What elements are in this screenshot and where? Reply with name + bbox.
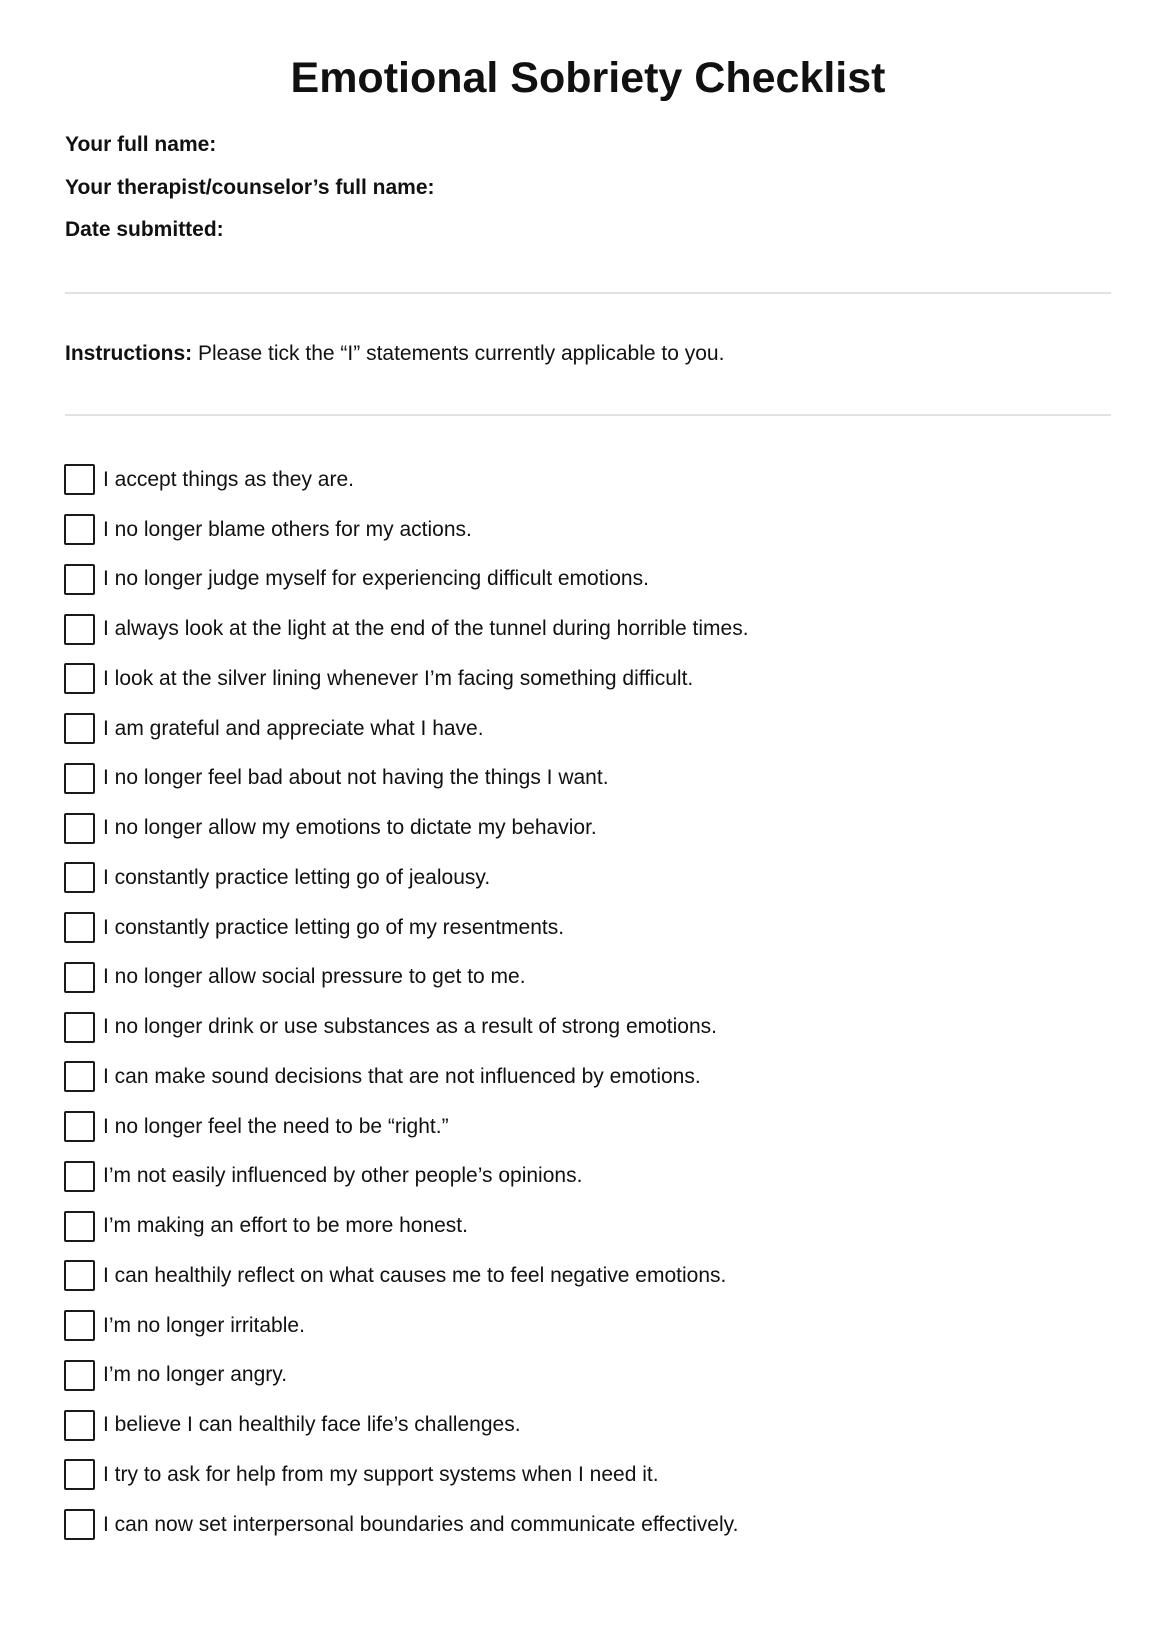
checklist-item: [64, 953, 749, 1003]
checklist-item: [64, 505, 749, 555]
checklist-item-label: I’m no longer angry.: [103, 1363, 288, 1387]
divider-bottom: [65, 414, 1111, 416]
respondent-fields: [65, 133, 435, 261]
checklist-item-label: I can healthily reflect on what causes me to feel negative emotions.: [103, 1263, 727, 1287]
checkbox[interactable]: [64, 1360, 95, 1391]
instructions-text: Please tick the “I” statements currently applicable to you.: [192, 342, 725, 365]
checkbox[interactable]: [64, 1061, 95, 1092]
checklist-item-label: I constantly practice letting go of jealousy.: [103, 865, 491, 889]
checklist-item-label: I’m no longer irritable.: [103, 1313, 305, 1337]
checklist-item-label: I’m making an effort to be more honest.: [103, 1214, 468, 1238]
checklist-item-label: I no longer feel bad about not having the things I want.: [103, 766, 609, 790]
checkbox[interactable]: [64, 1260, 95, 1291]
checklist-item: [64, 455, 749, 505]
checkbox[interactable]: [64, 763, 95, 794]
checklist-item-label: I always look at the light at the end of the tunnel during horrible times.: [103, 617, 749, 641]
checklist-item: [64, 803, 749, 853]
checklist-item-label: I believe I can healthily face life’s challenges.: [103, 1413, 521, 1437]
checklist-item: [64, 1301, 749, 1351]
instructions-label: Instructions:: [65, 342, 193, 365]
checklist-item-label: I constantly practice letting go of my resentments.: [103, 915, 565, 939]
checklist-item-label: I no longer allow social pressure to get to me.: [103, 965, 526, 989]
checklist-item: [64, 1400, 749, 1450]
checklist-item: [64, 1002, 749, 1052]
checkbox[interactable]: [64, 912, 95, 943]
statement-checklist: [64, 455, 749, 1550]
checkbox[interactable]: [64, 614, 95, 645]
checklist-item-label: I no longer feel the need to be “right.”: [103, 1114, 449, 1138]
checklist-item: [64, 1102, 749, 1152]
checklist-item: [64, 704, 749, 754]
instructions: [65, 341, 724, 367]
date-submitted-field[interactable]: Date submitted:: [65, 218, 224, 241]
checklist-item: [64, 654, 749, 704]
checkbox[interactable]: [64, 713, 95, 744]
checklist-item: [64, 604, 749, 654]
checklist-item: [64, 1052, 749, 1102]
checklist-item-label: I accept things as they are.: [103, 467, 354, 491]
checkbox[interactable]: [64, 514, 95, 545]
full-name-field[interactable]: Your full name:: [65, 133, 217, 156]
therapist-name-field[interactable]: Your therapist/counselor’s full name:: [65, 175, 435, 199]
checkbox[interactable]: [64, 1459, 95, 1490]
checklist-item-label: I can make sound decisions that are not influenced by emotions.: [103, 1064, 701, 1088]
checkbox[interactable]: [64, 1310, 95, 1341]
checklist-item-label: I no longer judge myself for experiencing difficult emotions.: [103, 567, 649, 591]
divider-top: [65, 292, 1111, 294]
checklist-item-label: I no longer allow my emotions to dictate my behavior.: [103, 816, 597, 840]
checkbox[interactable]: [64, 464, 95, 495]
checklist-item: [64, 1251, 749, 1301]
checklist-item: [64, 903, 749, 953]
checklist-item-label: I look at the silver lining whenever I’m facing something difficult.: [103, 666, 694, 690]
checklist-item-label: I’m not easily influenced by other people’s opinions.: [103, 1164, 583, 1188]
checklist-item: [64, 754, 749, 804]
checklist-item-label: I try to ask for help from my support systems when I need it.: [103, 1462, 659, 1486]
checkbox[interactable]: [64, 663, 95, 694]
checkbox[interactable]: [64, 1161, 95, 1192]
checkbox[interactable]: [64, 564, 95, 595]
checklist-item: [64, 1152, 749, 1202]
checkbox[interactable]: [64, 1012, 95, 1043]
page-title: Emotional Sobriety Checklist: [290, 54, 886, 102]
checklist-item-label: I can now set interpersonal boundaries and communicate effectively.: [103, 1512, 739, 1536]
checklist-item: [64, 1450, 749, 1500]
checklist-item-label: I no longer blame others for my actions.: [103, 517, 472, 541]
checkbox[interactable]: [64, 1111, 95, 1142]
checkbox[interactable]: [64, 1509, 95, 1540]
checklist-item-label: I no longer drink or use substances as a result of strong emotions.: [103, 1015, 717, 1039]
checklist-item: [64, 1351, 749, 1401]
checklist-item: [64, 555, 749, 605]
checklist-item: [64, 853, 749, 903]
checklist-item: [64, 1500, 749, 1550]
checklist-item-label: I am grateful and appreciate what I have.: [103, 716, 484, 740]
checkbox[interactable]: [64, 862, 95, 893]
checkbox[interactable]: [64, 1211, 95, 1242]
checkbox[interactable]: [64, 1410, 95, 1441]
checklist-item: [64, 1201, 749, 1251]
checkbox[interactable]: [64, 813, 95, 844]
checkbox[interactable]: [64, 962, 95, 993]
